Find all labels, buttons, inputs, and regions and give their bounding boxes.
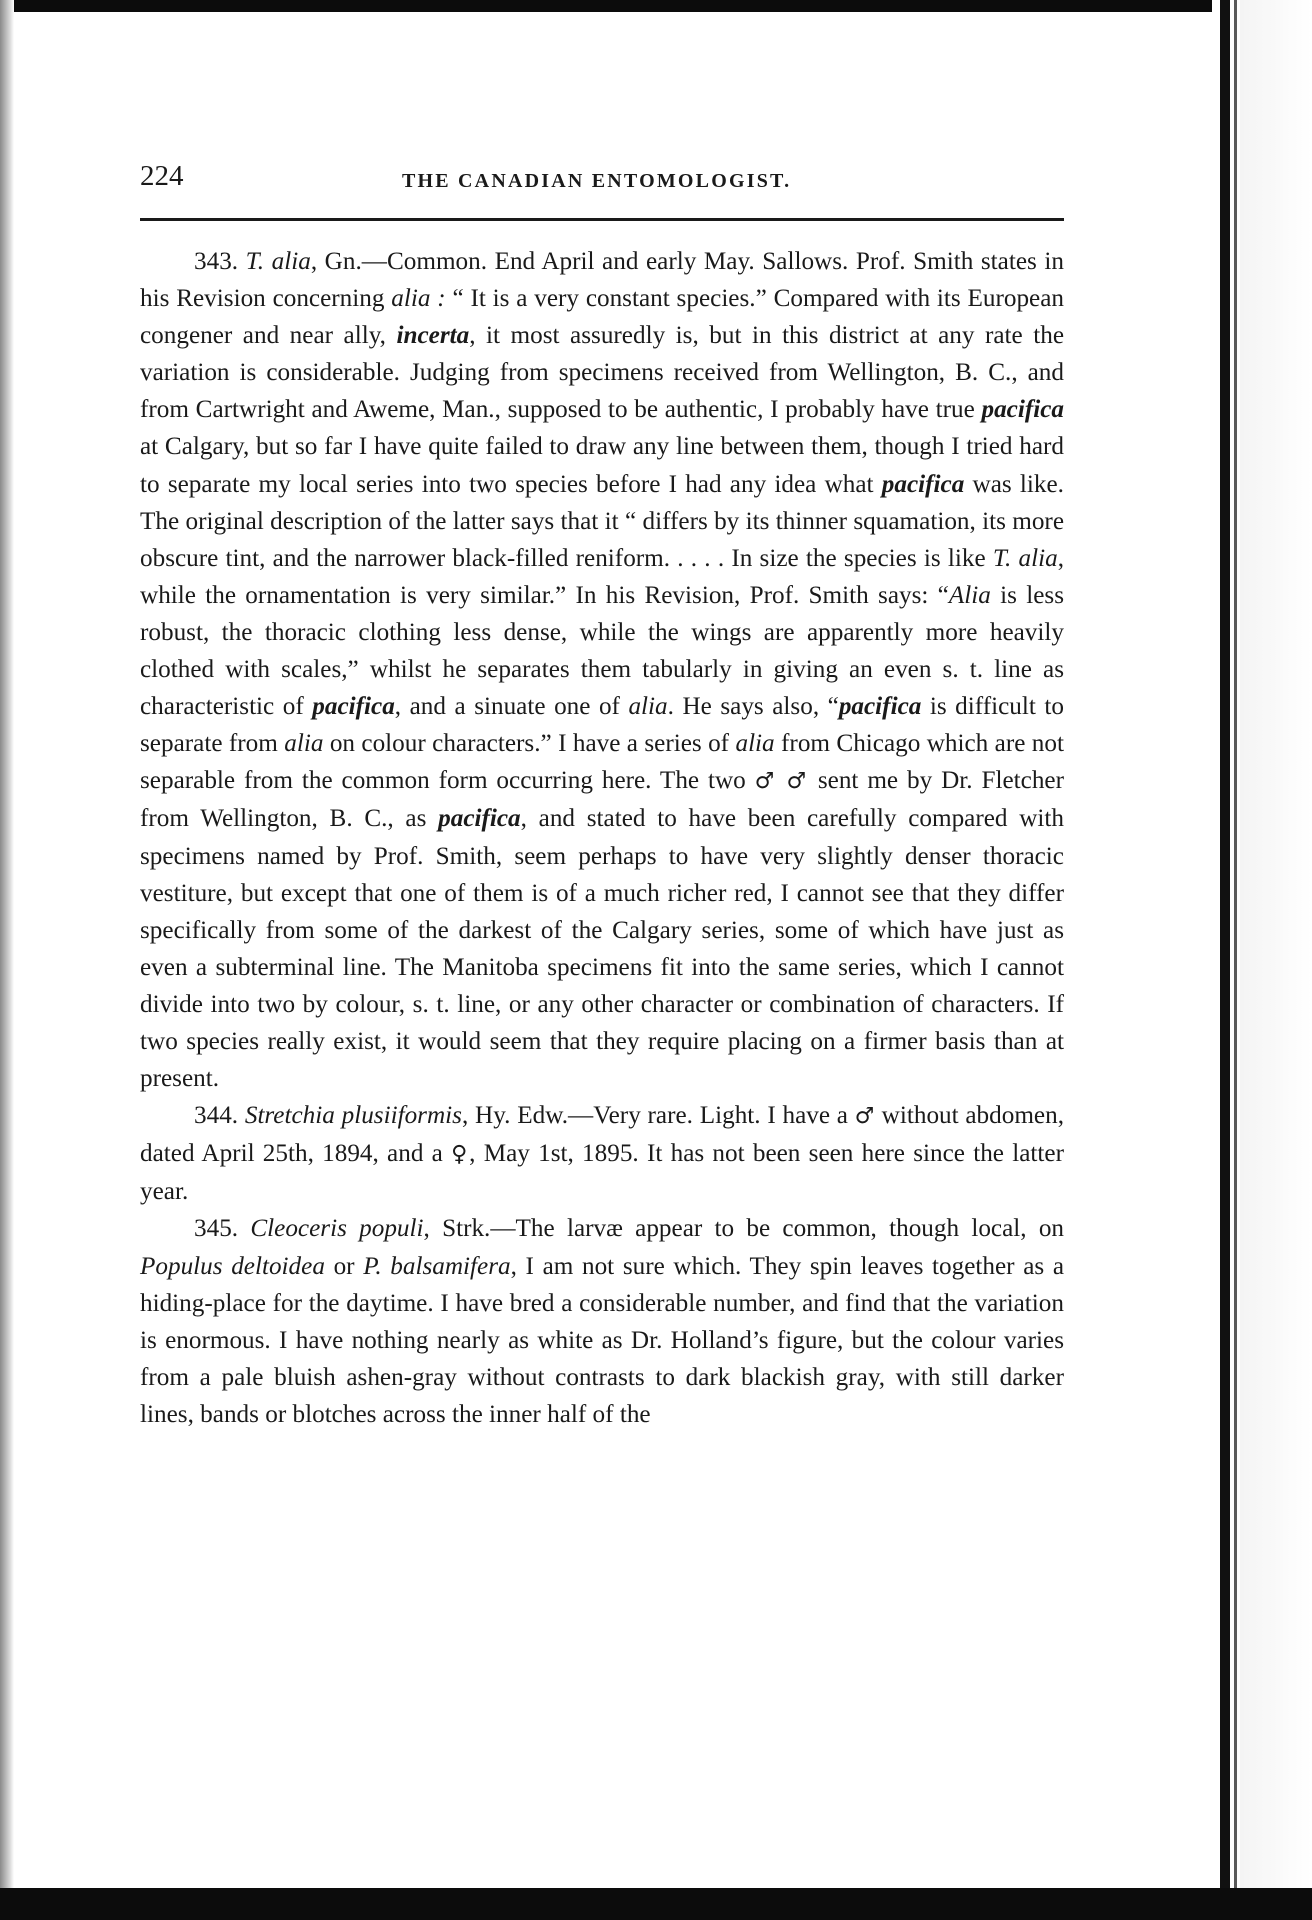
paragraph-text: at Calgary, but so far I have quite failed to draw any line between them, though I tried hard to separate my local series into two species before I had any idea what bbox=[140, 433, 1064, 498]
italic-name: P. balsamifera bbox=[363, 1252, 511, 1280]
species-name: pacifica bbox=[438, 805, 521, 833]
italic-name: Alia bbox=[948, 581, 991, 609]
paragraph-text: is difficult to separate from bbox=[140, 693, 1064, 758]
paragraph-text: , while the ornamentation is very similar.” In his Revision, Prof. Smith says: “ bbox=[140, 544, 1064, 609]
paragraph-text: . He says also, “ bbox=[667, 693, 839, 721]
paragraph-text: 344. bbox=[194, 1102, 245, 1130]
paragraph-text: or bbox=[324, 1252, 364, 1280]
scan-border-top bbox=[0, 0, 1312, 12]
paragraph-text: , I am not sure which. They spin leaves together as a hiding-place for the daytime. I have bred a considerable number, and find that the variation is enormous. I have nothing nearly as white as Dr. Holland’s figure, but the colour varies from a pale bluish ashen-gray without contrasts to dark blackish gray, with still darker lines, bands or blotches across the inner half of the bbox=[140, 1252, 1065, 1428]
species-name: pacifica bbox=[838, 693, 922, 721]
italic-name: alia bbox=[284, 730, 324, 758]
header-rule bbox=[140, 218, 1064, 221]
scan-border-left bbox=[0, 0, 14, 1920]
italic-name: Stretchia plusiiformis bbox=[244, 1102, 462, 1130]
paragraph-text: without abdomen, dated April 25th, 1894, and a bbox=[140, 1102, 1064, 1168]
species-name: incerta bbox=[396, 322, 470, 350]
entry-paragraph bbox=[140, 243, 1064, 1097]
paragraph-text: , it most assuredly is, but in this district at any rate the variation is considerable. Judging from specimens received from Wellington, B. C., and from Cartwright and Aweme, Man., supposed to be authentic, I probably have true bbox=[140, 322, 1065, 424]
italic-name: alia bbox=[628, 693, 668, 721]
paragraph-text: 343. bbox=[194, 248, 246, 275]
paragraph-text: , May 1st, 1895. It has not been seen here since the latter year. bbox=[140, 1140, 1064, 1206]
sex-symbol: ♀ bbox=[451, 1142, 470, 1168]
species-name: pacifica bbox=[312, 693, 395, 721]
paragraph-text: on colour characters.” I have a series of bbox=[323, 730, 736, 758]
running-head: THE CANADIAN ENTOMOLOGIST. bbox=[402, 170, 792, 192]
paragraph-text: from Chicago which are not separable from the common form occurring here. The two bbox=[140, 730, 1064, 795]
paragraph-text: 345. bbox=[194, 1215, 251, 1243]
book-spine-margin bbox=[1240, 0, 1312, 1920]
italic-name: alia bbox=[735, 730, 775, 758]
paragraph-text: , Strk.—The larvæ appear to be common, though local, on bbox=[423, 1215, 1065, 1243]
page-header bbox=[140, 158, 1064, 206]
italic-name: Populus deltoidea bbox=[140, 1252, 325, 1280]
species-name: pacifica bbox=[981, 396, 1064, 424]
book-spine-edge bbox=[1220, 0, 1230, 1920]
paragraph-text: , and stated to have been carefully compared with specimens named by Prof. Smith, seem perhaps to have very slightly denser thoracic vestiture, but except that one of them is of a much richer red, I cannot see that they differ specifically from some of the darkest of the Calgary series, some of which have just as even a subterminal line. The Manitoba specimens fit into the same series, which I cannot divide into two by colour, s. t. line, or any other character or combination of characters. If two species really exist, it would seem that they require placing on a firmer basis than at present. bbox=[140, 805, 1064, 1093]
paragraph-text: , Gn.—Common. End April and early May. Sallows. Prof. Smith states in his Revision concerning bbox=[140, 248, 1064, 313]
paragraph-text: was like. The original description of the latter says that it “ differs by its thinner squamation, its more obscure tint, and the narrower black-filled reniform. . . . . In size the species is like bbox=[140, 470, 1064, 572]
paragraph-text: sent me by Dr. Fletcher from Wellington, B. C., as bbox=[140, 767, 1065, 833]
page-body bbox=[140, 243, 1064, 1433]
entry-paragraph bbox=[140, 1097, 1064, 1210]
paragraph-text: “ It is a very constant species.” Compared with its European congener and near ally, bbox=[140, 285, 1065, 350]
entry-paragraph bbox=[140, 1210, 1064, 1433]
paragraph-text: , Hy. Edw.—Very rare. Light. I have a bbox=[461, 1102, 855, 1130]
italic-name: Cleoceris populi bbox=[250, 1215, 424, 1243]
book-page bbox=[140, 158, 1064, 1433]
sex-symbol: ♂ bbox=[854, 1104, 875, 1130]
page-number: 224 bbox=[140, 160, 184, 192]
species-name: pacifica bbox=[881, 470, 965, 498]
paragraph-text: , and a sinuate one of bbox=[394, 693, 629, 721]
italic-name: alia : bbox=[391, 285, 446, 313]
sex-symbol: ♂ ♂ bbox=[754, 769, 809, 795]
italic-name: T. alia bbox=[992, 544, 1058, 572]
paragraph-text: is less robust, the thoracic clothing less dense, while the wings are apparently more heavily clothed with scales,” whilst he separates them tabularly in giving an even s. t. line as characteristic of bbox=[140, 581, 1064, 721]
scan-border-bottom bbox=[0, 1888, 1312, 1920]
book-spine-shadow bbox=[1234, 0, 1237, 1920]
italic-name: T. alia bbox=[245, 248, 311, 275]
